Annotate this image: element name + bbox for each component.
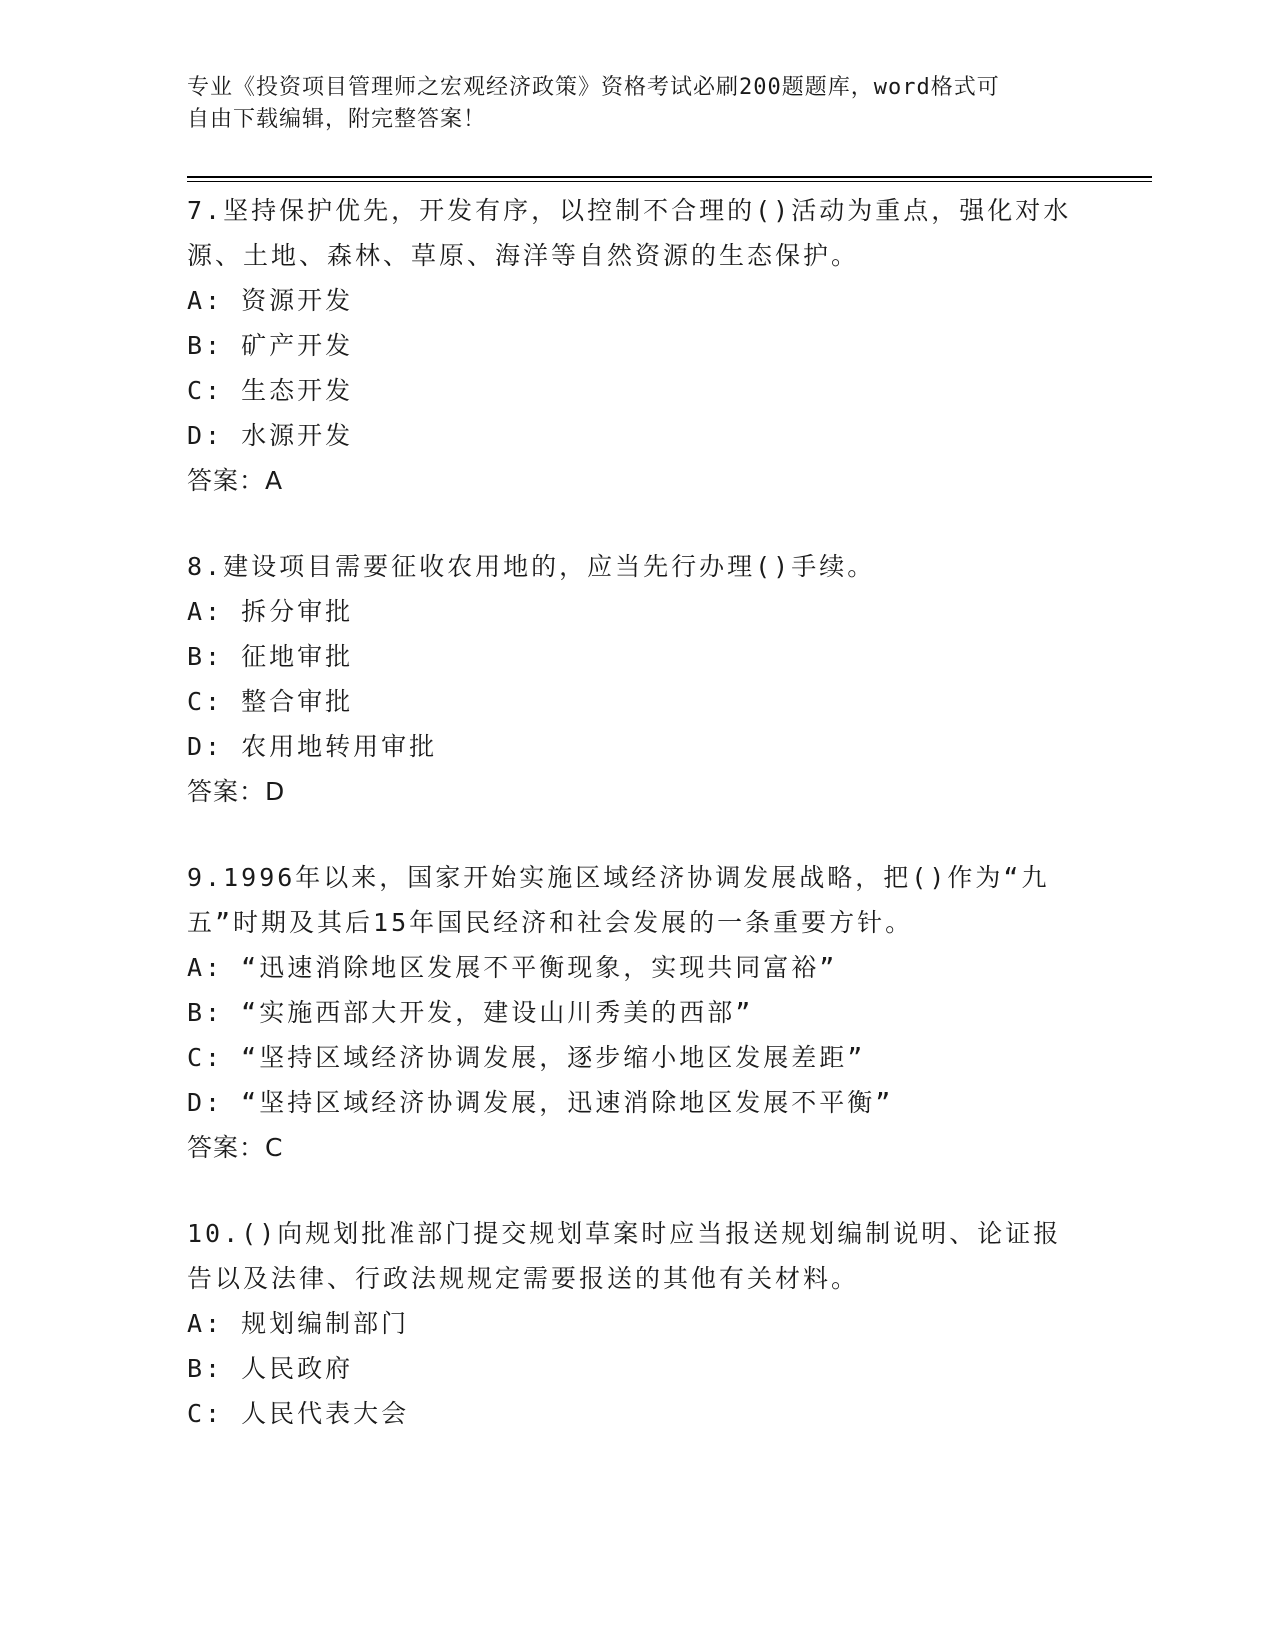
option-c: C: 生态开发	[187, 376, 354, 405]
option-a: A: 规划编制部门	[187, 1309, 410, 1338]
option-b: B: “实施西部大开发，建设山川秀美的西部”	[187, 998, 754, 1027]
option-c: C: 整合审批	[187, 687, 354, 716]
question-stem: 10.()向规划批准部门提交规划草案时应当报送规划编制说明、论证报告以及法律、行政法规规定需要报送的其他有关材料。	[187, 1219, 1062, 1293]
answer-line: 答案：A	[187, 466, 284, 495]
question-9	[187, 855, 1087, 1170]
question-7	[187, 188, 1087, 503]
question-8	[187, 544, 1087, 814]
option-a: A: 拆分审批	[187, 597, 354, 626]
header-divider-thin	[187, 181, 1152, 182]
question-stem: 7.坚持保护优先，开发有序，以控制不合理的()活动为重点，强化对水源、土地、森林、草原、海洋等自然资源的生态保护。	[187, 196, 1072, 270]
option-b: B: 矿产开发	[187, 331, 354, 360]
option-b: B: 人民政府	[187, 1354, 354, 1383]
option-b: B: 征地审批	[187, 642, 354, 671]
option-a: A: “迅速消除地区发展不平衡现象，实现共同富裕”	[187, 953, 838, 982]
option-d: D: “坚持区域经济协调发展，迅速消除地区发展不平衡”	[187, 1088, 894, 1117]
option-c: C: “坚持区域经济协调发展，逐步缩小地区发展差距”	[187, 1043, 866, 1072]
answer-line: 答案：D	[187, 777, 286, 806]
option-d: D: 水源开发	[187, 421, 354, 450]
question-stem: 8.建设项目需要征收农用地的，应当先行办理()手续。	[187, 552, 876, 581]
question-10	[187, 1211, 1087, 1436]
header-divider-thick	[187, 176, 1152, 178]
option-c: C: 人民代表大会	[187, 1399, 410, 1428]
question-stem: 9.1996年以来，国家开始实施区域经济协调发展战略，把()作为“九五”时期及其后15年国民经济和社会发展的一条重要方针。	[187, 863, 1050, 937]
header-line-2: 自由下载编辑，附完整答案！	[187, 107, 487, 132]
header-line-1: 专业《投资项目管理师之宏观经济政策》资格考试必刷200题题库，word格式可	[187, 75, 1000, 100]
option-a: A: 资源开发	[187, 286, 354, 315]
answer-line: 答案：C	[187, 1133, 284, 1162]
option-d: D: 农用地转用审批	[187, 732, 438, 761]
question-list	[187, 188, 1087, 1477]
document-header	[187, 72, 1067, 136]
